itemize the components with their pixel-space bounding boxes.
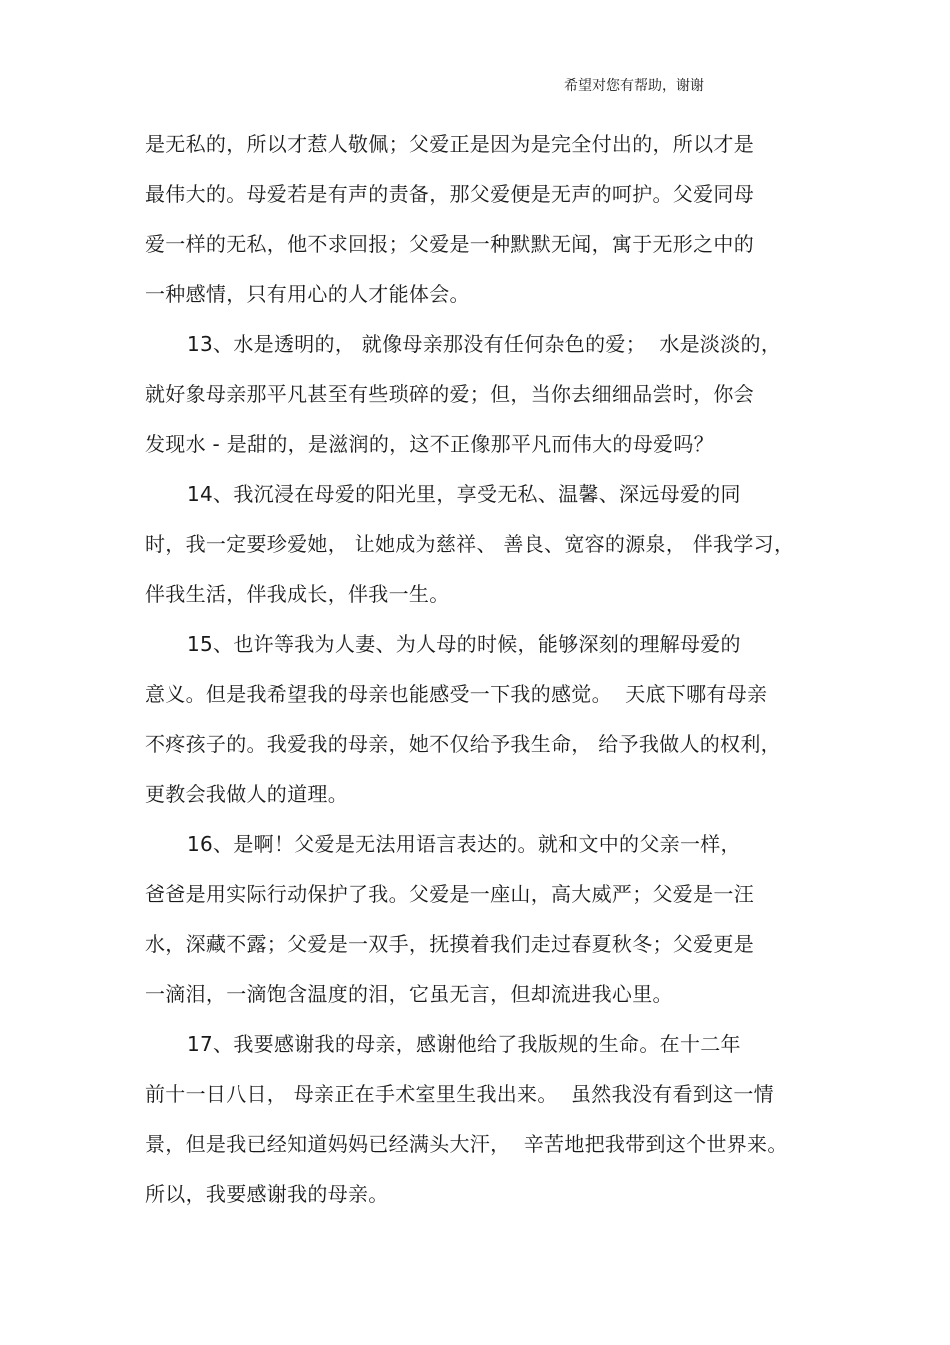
text-line: 景，但是我已经知道妈妈已经满头大汗， 辛苦地把我带到这个世界来。	[145, 1132, 788, 1156]
text-line: 一种感情，只有用心的人才能体会。	[145, 282, 470, 306]
text-line: 意义。但是我希望我的母亲也能感受一下我的感觉。 天底下哪有母亲	[145, 682, 768, 706]
text-line: 所以，我要感谢我的母亲。	[145, 1182, 389, 1206]
paragraph-14-start: 14、我沉浸在母爱的阳光里，享受无私、温馨、深远母爱的同	[187, 482, 741, 506]
text-line: 一滴泪，一滴饱含温度的泪，它虽无言，但却流进我心里。	[145, 982, 673, 1006]
text-line: 是无私的，所以才惹人敬佩；父爱正是因为是完全付出的，所以才是	[145, 132, 754, 156]
paragraph-13-start: 13、水是透明的， 就像母亲那没有任何杂色的爱； 水是淡淡的，	[187, 332, 782, 356]
paragraph-16-start: 16、是啊！父爱是无法用语言表达的。就和文中的父亲一样，	[187, 832, 741, 856]
paragraph-15-start: 15、也许等我为人妻、为人母的时候，能够深刻的理解母爱的	[187, 632, 741, 656]
page-header-note: 希望对您有帮助，谢谢	[564, 78, 704, 94]
text-line: 发现水 - 是甜的，是滋润的，这不正像那平凡而伟大的母爱吗？	[145, 432, 714, 456]
text-line: 不疼孩子的。我爱我的母亲，她不仅给予我生命， 给予我做人的权利，	[145, 732, 781, 756]
text-line: 更教会我做人的道理。	[145, 782, 348, 806]
text-line: 爸爸是用实际行动保护了我。父爱是一座山，高大威严；父爱是一汪	[145, 882, 754, 906]
text-line: 最伟大的。母爱若是有声的责备，那父爱便是无声的呵护。父爱同母	[145, 182, 754, 206]
text-line: 时，我一定要珍爱她， 让她成为慈祥、 善良、宽容的源泉， 伴我学习，	[145, 532, 795, 556]
text-line: 伴我生活，伴我成长，伴我一生。	[145, 582, 450, 606]
text-line: 就好象母亲那平凡甚至有些琐碎的爱；但，当你去细细品尝时，你会	[145, 382, 754, 406]
text-line: 爱一样的无私，他不求回报；父爱是一种默默无闻，寓于无形之中的	[145, 232, 754, 256]
paragraph-17-start: 17、我要感谢我的母亲，感谢他给了我版规的生命。在十二年	[187, 1032, 741, 1056]
text-line: 前十一日八日， 母亲正在手术室里生我出来。 虽然我没有看到这一情	[145, 1082, 774, 1106]
text-line: 水，深藏不露；父爱是一双手，抚摸着我们走过春夏秋冬；父爱更是	[145, 932, 754, 956]
